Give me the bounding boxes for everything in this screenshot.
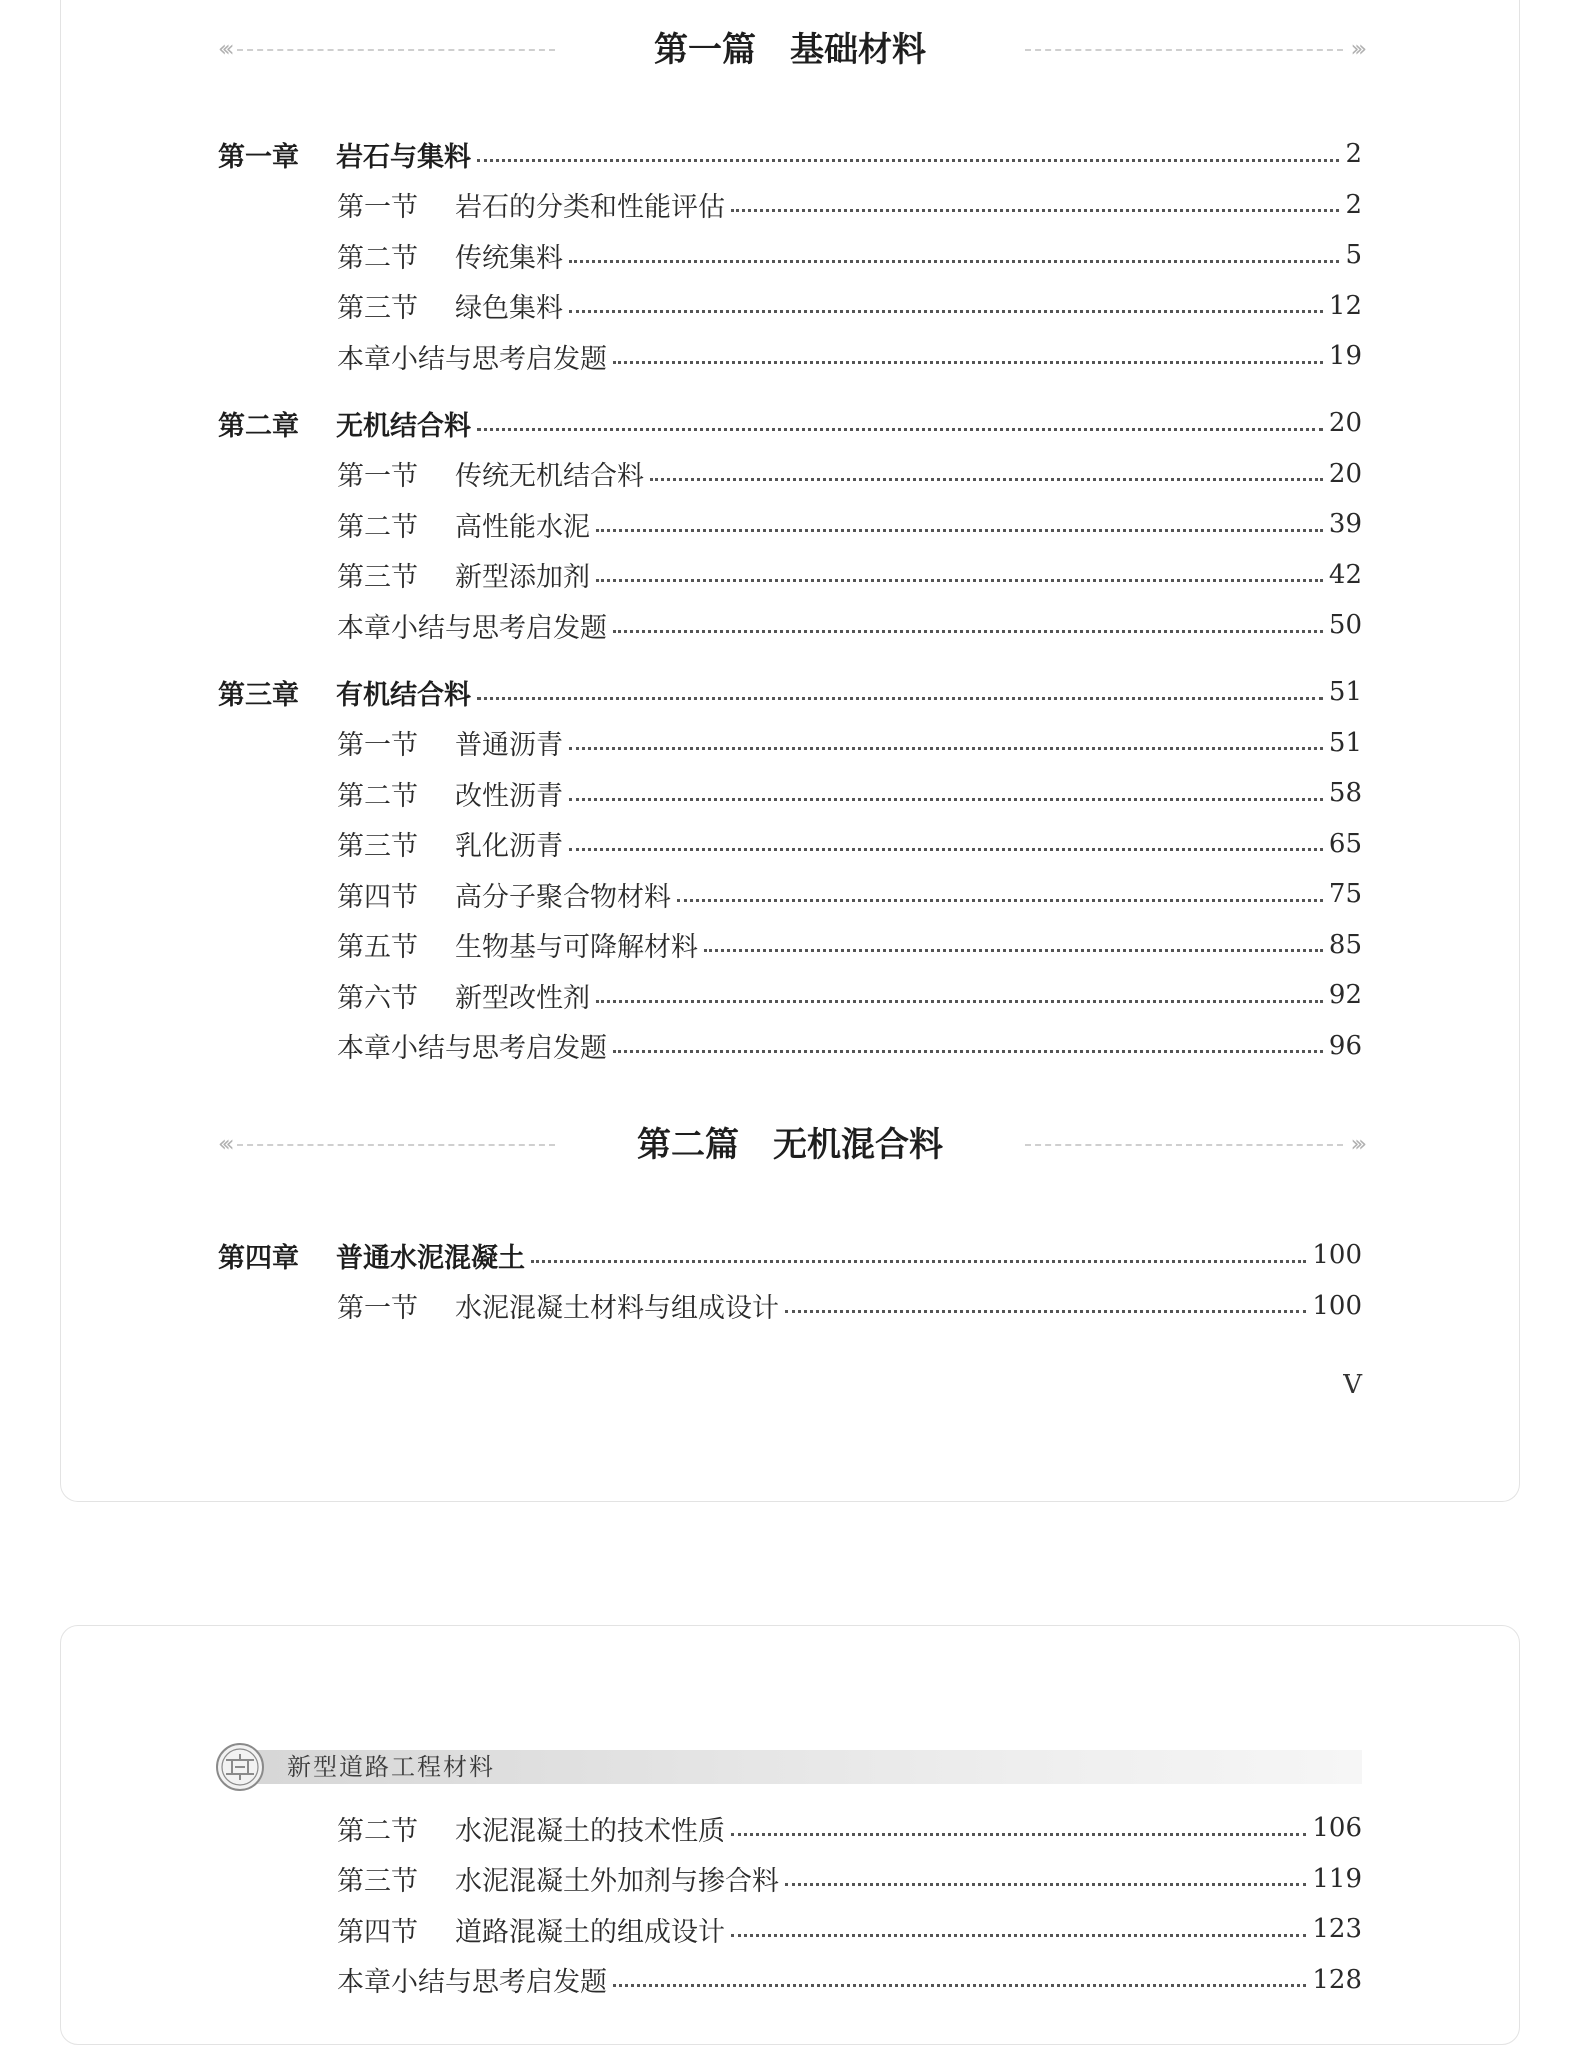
section-entry[interactable]	[337, 233, 1362, 277]
section-entry[interactable]	[337, 721, 1362, 765]
section-entry[interactable]	[337, 771, 1362, 815]
dashed-rule	[1025, 49, 1343, 51]
entry-page: 51	[1328, 677, 1362, 707]
dashed-rule	[237, 49, 555, 51]
dot-leader	[613, 1050, 1323, 1053]
entry-page: 123	[1312, 1914, 1362, 1944]
entry-title: 新型添加剂	[455, 562, 590, 593]
book-emblem-icon	[215, 1742, 265, 1792]
entry-page: 20	[1328, 458, 1362, 489]
entry-number: 第二节	[337, 242, 418, 274]
chevrons-left-icon: ‹‹‹	[218, 37, 230, 62]
section-entry[interactable]	[337, 1806, 1362, 1850]
entry-page: 39	[1328, 509, 1362, 539]
section-entry[interactable]	[337, 822, 1362, 866]
entry-number: 第一节	[337, 461, 418, 492]
entry-number: 第三节	[337, 831, 418, 862]
entry-title: 乳化沥青	[455, 831, 563, 862]
entry-page: 20	[1328, 408, 1362, 438]
entry-number: 第三章	[218, 679, 299, 711]
chapter-summary-entry[interactable]	[337, 1958, 1362, 2002]
entry-number: 第二节	[337, 511, 418, 543]
section-entry[interactable]	[337, 452, 1362, 496]
dot-leader	[596, 579, 1323, 582]
entry-number: 第一节	[337, 730, 418, 761]
entry-title: 本章小结与思考启发题	[337, 1967, 607, 1998]
entry-number: 第四节	[337, 1916, 418, 1948]
dot-leader	[677, 899, 1323, 902]
entry-title: 本章小结与思考启发题	[337, 612, 607, 644]
dot-leader	[613, 1984, 1306, 1987]
entry-page: 51	[1328, 727, 1362, 758]
entry-page: 128	[1312, 1964, 1362, 1995]
dot-leader	[569, 747, 1323, 750]
section-entry[interactable]	[337, 872, 1362, 916]
running-header	[215, 1742, 1362, 1792]
entry-page: 119	[1312, 1863, 1362, 1894]
entry-title: 岩石的分类和性能评估	[455, 192, 725, 223]
dot-leader	[569, 260, 1339, 263]
entry-title: 普通沥青	[455, 730, 563, 761]
dot-leader	[569, 848, 1323, 851]
chapter-entry[interactable]	[218, 132, 1362, 176]
entry-number: 第四章	[218, 1242, 299, 1274]
section-entry[interactable]	[337, 973, 1362, 1017]
dot-leader	[569, 798, 1323, 801]
section-entry[interactable]	[337, 1857, 1362, 1901]
entry-page: 50	[1328, 610, 1362, 640]
entry-title: 高性能水泥	[455, 511, 590, 543]
entry-title: 水泥混凝土材料与组成设计	[455, 1293, 779, 1324]
part-title: 第一篇 基础材料	[654, 30, 926, 70]
chevrons-right-icon: ›››	[1350, 1132, 1362, 1157]
entry-title: 岩石与集料	[336, 141, 471, 173]
decoration-right	[1017, 22, 1362, 78]
dot-leader	[613, 630, 1323, 633]
chapter-entry[interactable]	[218, 401, 1362, 445]
dot-leader	[477, 428, 1323, 431]
section-entry[interactable]	[337, 553, 1362, 597]
entry-page: 96	[1328, 1030, 1362, 1061]
chapter-summary-entry[interactable]	[337, 603, 1362, 647]
dot-leader	[596, 1000, 1323, 1003]
entry-title: 高分子聚合物材料	[455, 881, 671, 913]
entry-title: 无机结合料	[336, 410, 471, 442]
entry-title: 水泥混凝土的技术性质	[455, 1815, 725, 1847]
entry-page: 12	[1328, 290, 1362, 321]
dot-leader	[596, 529, 1323, 532]
entry-number: 第一章	[218, 141, 299, 173]
part-title: 第二篇 无机混合料	[637, 1125, 943, 1165]
dot-leader	[613, 361, 1323, 364]
entry-title: 传统集料	[455, 242, 563, 274]
entry-title: 绿色集料	[455, 293, 563, 324]
running-header-title: 新型道路工程材料	[287, 1753, 495, 1781]
section-entry[interactable]	[337, 502, 1362, 546]
entry-page: 65	[1328, 828, 1362, 859]
entry-page: 2	[1345, 189, 1362, 220]
dot-leader	[477, 697, 1323, 700]
entry-title: 生物基与可降解材料	[455, 932, 698, 963]
decoration-right	[1017, 1117, 1362, 1173]
dot-leader	[569, 310, 1323, 313]
entry-title: 改性沥青	[455, 780, 563, 812]
dot-leader	[477, 159, 1339, 162]
entry-title: 本章小结与思考启发题	[337, 343, 607, 375]
entry-title: 本章小结与思考启发题	[337, 1033, 607, 1064]
entry-number: 第四节	[337, 881, 418, 913]
chapter-entry[interactable]	[218, 1233, 1362, 1277]
entry-title: 道路混凝土的组成设计	[455, 1916, 725, 1948]
entry-number: 第六节	[337, 982, 418, 1014]
entry-page: 42	[1328, 559, 1362, 590]
dot-leader	[531, 1260, 1306, 1263]
chapter-summary-entry[interactable]	[337, 1024, 1362, 1068]
entry-page: 100	[1312, 1290, 1362, 1321]
part-header	[218, 22, 1362, 78]
page-number: V	[1343, 1370, 1362, 1400]
dot-leader	[785, 1883, 1306, 1886]
entry-page: 100	[1312, 1240, 1362, 1270]
decoration-left	[218, 22, 563, 78]
dashed-rule	[1025, 1144, 1343, 1146]
chapter-summary-entry[interactable]	[337, 334, 1362, 378]
dashed-rule	[237, 1144, 555, 1146]
decoration-left	[218, 1117, 563, 1173]
dot-leader	[785, 1310, 1306, 1313]
entry-title: 普通水泥混凝土	[336, 1242, 525, 1274]
entry-title: 新型改性剂	[455, 982, 590, 1014]
entry-number: 第三节	[337, 1866, 418, 1897]
entry-number: 第二节	[337, 780, 418, 812]
entry-page: 58	[1328, 778, 1362, 808]
chevrons-left-icon: ‹‹‹	[218, 1132, 230, 1157]
dot-leader	[650, 478, 1323, 481]
section-entry[interactable]	[337, 284, 1362, 328]
entry-number: 第一节	[337, 192, 418, 223]
dot-leader	[704, 949, 1323, 952]
chevrons-right-icon: ›››	[1350, 37, 1362, 62]
part-header	[218, 1117, 1362, 1173]
entry-page: 75	[1328, 879, 1362, 909]
section-entry[interactable]	[337, 1284, 1362, 1328]
entry-number: 第二章	[218, 410, 299, 442]
dot-leader	[731, 209, 1339, 212]
entry-number: 第一节	[337, 1293, 418, 1324]
entry-number: 第二节	[337, 1815, 418, 1847]
entry-number: 第三节	[337, 293, 418, 324]
entry-page: 2	[1345, 139, 1362, 169]
entry-number: 第三节	[337, 562, 418, 593]
dot-leader	[731, 1934, 1306, 1937]
chapter-entry[interactable]	[218, 670, 1362, 714]
entry-title: 水泥混凝土外加剂与掺合料	[455, 1866, 779, 1897]
section-entry[interactable]	[337, 183, 1362, 227]
dot-leader	[731, 1833, 1306, 1836]
section-entry[interactable]	[337, 923, 1362, 967]
entry-page: 5	[1345, 240, 1362, 270]
section-entry[interactable]	[337, 1907, 1362, 1951]
entry-title: 有机结合料	[336, 679, 471, 711]
entry-number: 第五节	[337, 932, 418, 963]
entry-page: 106	[1312, 1813, 1362, 1843]
entry-title: 传统无机结合料	[455, 461, 644, 492]
entry-page: 85	[1328, 929, 1362, 960]
entry-page: 19	[1328, 341, 1362, 371]
entry-page: 92	[1328, 980, 1362, 1010]
